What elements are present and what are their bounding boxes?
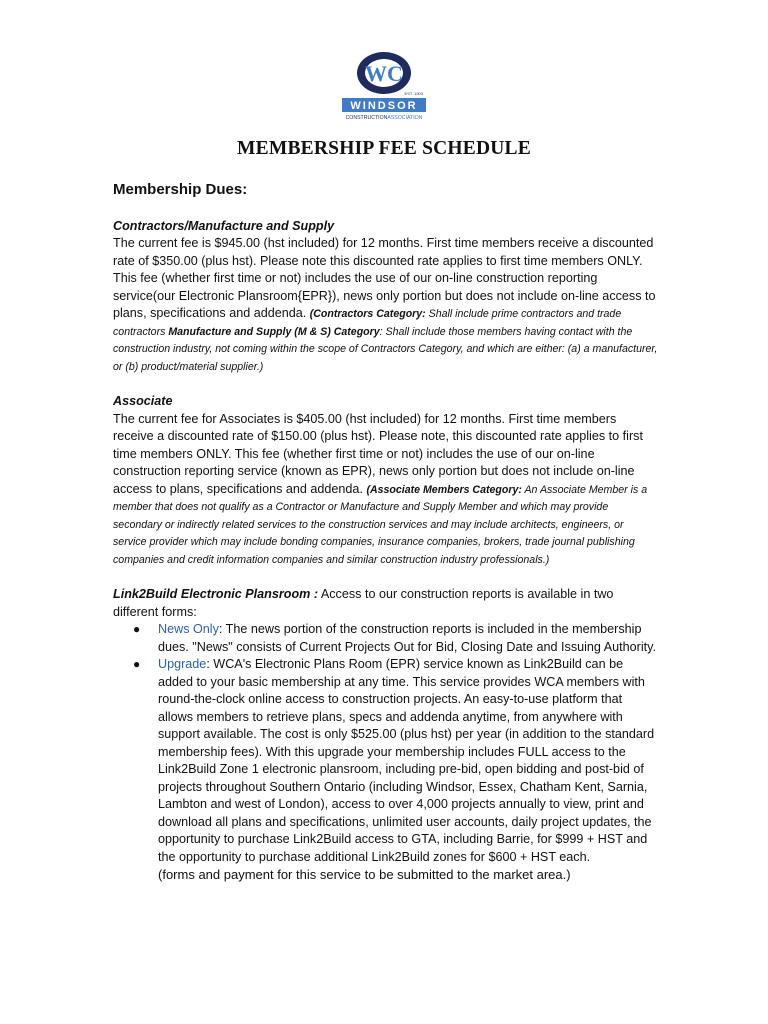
associate-heading: Associate — [113, 394, 173, 408]
contractors-heading: Contractors/Manufacture and Supply — [113, 218, 335, 233]
wca-logo — [338, 50, 430, 122]
logo-tagline: CONSTRUCTIONASSOCIATION — [345, 115, 423, 121]
contractors-paragraph — [113, 235, 658, 375]
document-body — [113, 181, 658, 884]
news-only-label: News Only — [158, 622, 219, 636]
closing-note: (forms and payment for this service to be submitted to the market area.) — [158, 867, 571, 882]
contractors-body: The current fee is $945.00 (hst included) for 12 months. First time members receive a discounted rate of $350.00 (plus hst). Please note this discounted rate applies to first time members ONLY. This fee (whether first time or not) includes the use of our on-line construction reporting service(our Electronic Plansroom{EPR}), news only portion but does not include on-line access to plans, specifications and addenda. — [113, 236, 656, 320]
associate-section — [113, 393, 658, 568]
link2build-intro: Link2Build Electronic Plansroom : Access to our construction reports is available in two different forms: — [113, 587, 614, 619]
upgrade-label: Upgrade — [158, 657, 207, 671]
page-title: MEMBERSHIP FEE SCHEDULE — [237, 138, 531, 159]
link2build-section — [113, 586, 658, 884]
associate-body: The current fee for Associates is $405.00 (hst included) for 12 months. First time members receive a discounted rate of $150.00 (plus hst). Please note, this discounted rate applies to first time members ONLY. This fee (whether first time or not) includes the use of our on-line construction reporting service (known as EPR), news only portion but does not include on-line access to plans, specifications and addenda. — [113, 411, 643, 496]
link2build-heading: Link2Build Electronic Plansroom : — [113, 587, 319, 601]
list-item-upgrade: ● Upgrade: WCA's Electronic Plans Room (EPR) service known as Link2Build can be added to your basic membership at any time. This service provides WCA members with round-the-clock online access to construction projects. An easy-to-use platform that allows members to retrieve plans, specs and addenda anytime, from anywhere with support available. The cost is only $525.00 (plus hst) per year (in addition to the standard membership fees). With this upgrade your membership includes FULL access to the Link2Build Zone 1 electronic plansroom, including pre-bid, open bidding and post-bid of projects throughout Southern Ontario (including Windsor, Essex, Chatham Kent, Sarnia, Lambton and west of London), access to over 4,000 projects annually to view, print and download all plans and specifications, unlimited user accounts, daily project updates, the opportunity to purchase Link2Build access to GTA, including Barrie, for $999 + HST and the opportunity to purchase additional Link2Build zones for $600 + HST each. — [133, 657, 655, 864]
logo-est: EST. 1903 — [404, 91, 423, 96]
logo-name: WINDSOR — [350, 100, 418, 112]
membership-dues-heading: Membership Dues: — [113, 181, 248, 198]
bullet-icon: ● — [133, 622, 141, 636]
link2build-options-list — [113, 621, 658, 866]
logo-monogram: WC — [365, 61, 403, 86]
list-item-news-only: ● News Only: The news portion of the construction reports is included in the membership dues. "News" consists of Current Projects Out for Bid, Closing Date and Issuing Authority. — [133, 622, 656, 654]
associate-note: (Associate Members Category: An Associate Member is a member that does not qualify as a Contractor or Manufacture and Supply Member and which may provide secondary or indirectly related services to the construction services and may include architects, engineers, or service provider which may include bonding companies, insurance companies, brokers, trade journal publishing companies and credit information companies and similar construction industry professionals.) — [113, 483, 648, 566]
associate-paragraph — [113, 411, 658, 569]
bullet-icon: ● — [133, 657, 141, 671]
contractors-note: (Contractors Category: Shall include prime contractors and trade contractors Manufacture and Supply (M & S) Category: Shall include those members having contact with the construction industry, not coming within the scope of Contractors Category, and which are either: (a) a manufacturer, or (b) product/material supplier.) — [113, 308, 658, 373]
contractors-section — [113, 218, 658, 376]
